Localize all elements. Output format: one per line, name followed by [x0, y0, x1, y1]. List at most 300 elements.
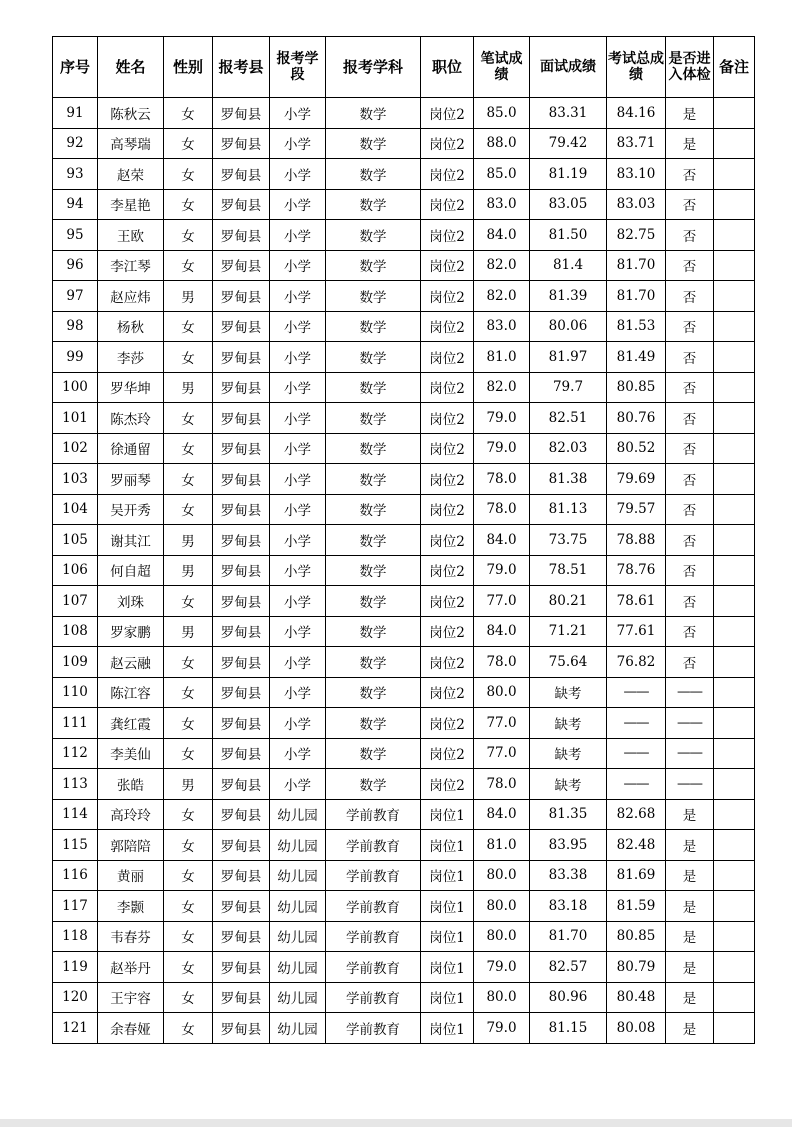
cell-index: 119: [53, 952, 98, 983]
cell-name: 李江琴: [98, 250, 164, 281]
cell-subject: 数学: [326, 738, 421, 769]
cell-gender: 女: [164, 860, 213, 891]
cell-medical-check: ——: [666, 677, 714, 708]
cell-index: 113: [53, 769, 98, 800]
cell-position: 岗位2: [421, 464, 474, 495]
cell-index: 93: [53, 159, 98, 190]
cell-medical-check: 否: [666, 159, 714, 190]
cell-county: 罗甸县: [213, 189, 270, 220]
cell-remarks: [714, 799, 755, 830]
cell-index: 97: [53, 281, 98, 312]
cell-remarks: [714, 1013, 755, 1044]
cell-remarks: [714, 708, 755, 739]
cell-gender: 女: [164, 982, 213, 1013]
cell-name: 李莎: [98, 342, 164, 373]
cell-gender: 女: [164, 708, 213, 739]
cell-medical-check: 是: [666, 98, 714, 129]
cell-stage: 小学: [270, 738, 326, 769]
cell-stage: 小学: [270, 128, 326, 159]
cell-interview-score: 83.31: [530, 98, 607, 129]
cell-written-score: 79.0: [474, 555, 530, 586]
cell-position: 岗位1: [421, 952, 474, 983]
cell-interview-score: 79.42: [530, 128, 607, 159]
cell-gender: 女: [164, 921, 213, 952]
cell-medical-check: 否: [666, 250, 714, 281]
cell-stage: 幼儿园: [270, 891, 326, 922]
cell-remarks: [714, 433, 755, 464]
cell-total-score: 80.85: [607, 372, 666, 403]
cell-county: 罗甸县: [213, 372, 270, 403]
cell-index: 120: [53, 982, 98, 1013]
cell-total-score: 78.61: [607, 586, 666, 617]
cell-position: 岗位2: [421, 677, 474, 708]
cell-interview-score: 83.38: [530, 860, 607, 891]
table-row: [53, 555, 755, 586]
cell-interview-score: 75.64: [530, 647, 607, 678]
header-stage: 报考学段: [270, 37, 326, 98]
cell-county: 罗甸县: [213, 525, 270, 556]
table-row: [53, 952, 755, 983]
cell-medical-check: 否: [666, 342, 714, 373]
cell-total-score: 80.48: [607, 982, 666, 1013]
cell-gender: 女: [164, 464, 213, 495]
header-subject: 报考学科: [326, 37, 421, 98]
header-index: 序号: [53, 37, 98, 98]
cell-remarks: [714, 342, 755, 373]
cell-gender: 男: [164, 769, 213, 800]
cell-interview-score: 缺考: [530, 677, 607, 708]
cell-position: 岗位1: [421, 982, 474, 1013]
cell-medical-check: 是: [666, 799, 714, 830]
cell-written-score: 78.0: [474, 494, 530, 525]
cell-stage: 小学: [270, 586, 326, 617]
cell-interview-score: 81.97: [530, 342, 607, 373]
table-row: [53, 738, 755, 769]
cell-total-score: ——: [607, 769, 666, 800]
cell-total-score: 80.85: [607, 921, 666, 952]
cell-gender: 女: [164, 586, 213, 617]
cell-county: 罗甸县: [213, 128, 270, 159]
cell-gender: 女: [164, 494, 213, 525]
cell-medical-check: 否: [666, 433, 714, 464]
cell-position: 岗位1: [421, 891, 474, 922]
cell-interview-score: 缺考: [530, 738, 607, 769]
cell-stage: 小学: [270, 372, 326, 403]
cell-written-score: 80.0: [474, 677, 530, 708]
cell-written-score: 78.0: [474, 464, 530, 495]
cell-position: 岗位2: [421, 403, 474, 434]
cell-index: 118: [53, 921, 98, 952]
cell-gender: 女: [164, 830, 213, 861]
cell-name: 罗丽琴: [98, 464, 164, 495]
cell-stage: 小学: [270, 189, 326, 220]
cell-total-score: 80.76: [607, 403, 666, 434]
header-position: 职位: [421, 37, 474, 98]
cell-remarks: [714, 525, 755, 556]
cell-gender: 男: [164, 525, 213, 556]
cell-remarks: [714, 372, 755, 403]
cell-interview-score: 81.13: [530, 494, 607, 525]
table-header: [53, 37, 755, 98]
cell-stage: 小学: [270, 433, 326, 464]
cell-gender: 男: [164, 372, 213, 403]
cell-interview-score: 81.4: [530, 250, 607, 281]
cell-subject: 数学: [326, 769, 421, 800]
cell-medical-check: 否: [666, 372, 714, 403]
cell-written-score: 84.0: [474, 616, 530, 647]
cell-interview-score: 83.05: [530, 189, 607, 220]
cell-subject: 学前教育: [326, 891, 421, 922]
cell-county: 罗甸县: [213, 1013, 270, 1044]
cell-medical-check: 否: [666, 403, 714, 434]
header-gender: 性别: [164, 37, 213, 98]
cell-position: 岗位2: [421, 647, 474, 678]
cell-position: 岗位2: [421, 342, 474, 373]
cell-index: 108: [53, 616, 98, 647]
cell-gender: 女: [164, 189, 213, 220]
cell-remarks: [714, 494, 755, 525]
table-row: [53, 98, 755, 129]
cell-name: 李星艳: [98, 189, 164, 220]
cell-written-score: 85.0: [474, 159, 530, 190]
cell-position: 岗位2: [421, 586, 474, 617]
cell-remarks: [714, 159, 755, 190]
cell-subject: 数学: [326, 342, 421, 373]
cell-index: 111: [53, 708, 98, 739]
cell-stage: 小学: [270, 555, 326, 586]
cell-subject: 学前教育: [326, 799, 421, 830]
cell-subject: 学前教育: [326, 860, 421, 891]
cell-name: 余春娅: [98, 1013, 164, 1044]
cell-written-score: 79.0: [474, 433, 530, 464]
cell-interview-score: 73.75: [530, 525, 607, 556]
cell-index: 110: [53, 677, 98, 708]
cell-interview-score: 81.39: [530, 281, 607, 312]
cell-medical-check: 否: [666, 586, 714, 617]
cell-position: 岗位1: [421, 921, 474, 952]
cell-name: 赵云融: [98, 647, 164, 678]
cell-gender: 女: [164, 98, 213, 129]
cell-name: 郭陪陪: [98, 830, 164, 861]
cell-position: 岗位2: [421, 555, 474, 586]
table-body: [53, 98, 755, 1044]
cell-stage: 小学: [270, 159, 326, 190]
cell-gender: 女: [164, 311, 213, 342]
cell-medical-check: 是: [666, 1013, 714, 1044]
cell-interview-score: 80.06: [530, 311, 607, 342]
cell-interview-score: 82.51: [530, 403, 607, 434]
cell-gender: 男: [164, 281, 213, 312]
cell-county: 罗甸县: [213, 952, 270, 983]
cell-index: 103: [53, 464, 98, 495]
table-row: [53, 799, 755, 830]
table-row: [53, 891, 755, 922]
cell-position: 岗位2: [421, 311, 474, 342]
cell-total-score: 83.03: [607, 189, 666, 220]
cell-county: 罗甸县: [213, 738, 270, 769]
header-medical-check: 是否进入体检: [666, 37, 714, 98]
cell-gender: 女: [164, 647, 213, 678]
cell-gender: 男: [164, 616, 213, 647]
cell-written-score: 80.0: [474, 982, 530, 1013]
header-total-score: 考试总成绩: [607, 37, 666, 98]
table-row: [53, 281, 755, 312]
cell-name: 赵举丹: [98, 952, 164, 983]
cell-name: 黄丽: [98, 860, 164, 891]
cell-gender: 女: [164, 738, 213, 769]
header-county: 报考县: [213, 37, 270, 98]
cell-medical-check: 是: [666, 921, 714, 952]
cell-gender: 女: [164, 159, 213, 190]
cell-name: 张皓: [98, 769, 164, 800]
header-row: [53, 37, 755, 98]
cell-gender: 女: [164, 891, 213, 922]
cell-county: 罗甸县: [213, 647, 270, 678]
cell-total-score: 84.16: [607, 98, 666, 129]
cell-subject: 数学: [326, 677, 421, 708]
cell-total-score: 81.70: [607, 250, 666, 281]
cell-medical-check: 否: [666, 464, 714, 495]
table-row: [53, 372, 755, 403]
cell-stage: 小学: [270, 342, 326, 373]
cell-interview-score: 81.19: [530, 159, 607, 190]
cell-name: 陈秋云: [98, 98, 164, 129]
cell-name: 何自超: [98, 555, 164, 586]
cell-interview-score: 83.95: [530, 830, 607, 861]
table-row: [53, 616, 755, 647]
cell-name: 罗家鹏: [98, 616, 164, 647]
cell-gender: 女: [164, 433, 213, 464]
cell-medical-check: ——: [666, 708, 714, 739]
cell-medical-check: 是: [666, 860, 714, 891]
cell-stage: 幼儿园: [270, 921, 326, 952]
cell-total-score: 76.82: [607, 647, 666, 678]
cell-name: 王宇容: [98, 982, 164, 1013]
cell-stage: 小学: [270, 677, 326, 708]
cell-subject: 数学: [326, 189, 421, 220]
table-row: [53, 982, 755, 1013]
cell-index: 115: [53, 830, 98, 861]
cell-remarks: [714, 677, 755, 708]
cell-county: 罗甸县: [213, 494, 270, 525]
table-row: [53, 647, 755, 678]
cell-written-score: 79.0: [474, 403, 530, 434]
cell-written-score: 77.0: [474, 738, 530, 769]
cell-subject: 数学: [326, 250, 421, 281]
cell-index: 94: [53, 189, 98, 220]
cell-written-score: 79.0: [474, 1013, 530, 1044]
cell-interview-score: 81.70: [530, 921, 607, 952]
cell-gender: 女: [164, 250, 213, 281]
cell-name: 罗华坤: [98, 372, 164, 403]
cell-remarks: [714, 921, 755, 952]
cell-remarks: [714, 952, 755, 983]
cell-written-score: 83.0: [474, 311, 530, 342]
cell-interview-score: 81.35: [530, 799, 607, 830]
cell-remarks: [714, 403, 755, 434]
cell-county: 罗甸县: [213, 677, 270, 708]
cell-position: 岗位1: [421, 860, 474, 891]
cell-position: 岗位1: [421, 1013, 474, 1044]
cell-total-score: 83.71: [607, 128, 666, 159]
cell-subject: 数学: [326, 494, 421, 525]
cell-subject: 数学: [326, 647, 421, 678]
cell-total-score: 79.57: [607, 494, 666, 525]
cell-gender: 女: [164, 128, 213, 159]
cell-total-score: 83.10: [607, 159, 666, 190]
cell-county: 罗甸县: [213, 830, 270, 861]
cell-subject: 数学: [326, 98, 421, 129]
cell-interview-score: 81.50: [530, 220, 607, 251]
cell-total-score: 79.69: [607, 464, 666, 495]
cell-county: 罗甸县: [213, 281, 270, 312]
cell-written-score: 77.0: [474, 708, 530, 739]
cell-name: 徐通留: [98, 433, 164, 464]
cell-name: 韦春芬: [98, 921, 164, 952]
cell-subject: 数学: [326, 372, 421, 403]
cell-stage: 小学: [270, 708, 326, 739]
cell-index: 114: [53, 799, 98, 830]
cell-remarks: [714, 982, 755, 1013]
table-row: [53, 860, 755, 891]
cell-county: 罗甸县: [213, 799, 270, 830]
cell-medical-check: 否: [666, 220, 714, 251]
cell-interview-score: 83.18: [530, 891, 607, 922]
cell-medical-check: 是: [666, 952, 714, 983]
cell-index: 95: [53, 220, 98, 251]
table-row: [53, 921, 755, 952]
cell-remarks: [714, 281, 755, 312]
cell-total-score: 81.59: [607, 891, 666, 922]
cell-total-score: 80.52: [607, 433, 666, 464]
cell-stage: 幼儿园: [270, 952, 326, 983]
cell-written-score: 88.0: [474, 128, 530, 159]
cell-gender: 女: [164, 220, 213, 251]
cell-interview-score: 79.7: [530, 372, 607, 403]
cell-subject: 学前教育: [326, 1013, 421, 1044]
cell-written-score: 82.0: [474, 281, 530, 312]
cell-written-score: 80.0: [474, 891, 530, 922]
cell-position: 岗位2: [421, 189, 474, 220]
cell-total-score: 82.48: [607, 830, 666, 861]
cell-index: 92: [53, 128, 98, 159]
cell-subject: 数学: [326, 311, 421, 342]
cell-gender: 女: [164, 403, 213, 434]
cell-index: 121: [53, 1013, 98, 1044]
cell-county: 罗甸县: [213, 891, 270, 922]
cell-medical-check: 否: [666, 647, 714, 678]
cell-position: 岗位2: [421, 250, 474, 281]
cell-total-score: 80.08: [607, 1013, 666, 1044]
cell-name: 谢其江: [98, 525, 164, 556]
table-row: [53, 342, 755, 373]
cell-stage: 小学: [270, 647, 326, 678]
cell-stage: 小学: [270, 403, 326, 434]
cell-subject: 数学: [326, 159, 421, 190]
cell-remarks: [714, 250, 755, 281]
table-row: [53, 189, 755, 220]
cell-interview-score: 81.38: [530, 464, 607, 495]
cell-subject: 数学: [326, 586, 421, 617]
cell-written-score: 80.0: [474, 921, 530, 952]
cell-subject: 数学: [326, 433, 421, 464]
cell-total-score: 82.68: [607, 799, 666, 830]
cell-interview-score: 71.21: [530, 616, 607, 647]
cell-position: 岗位2: [421, 525, 474, 556]
cell-position: 岗位2: [421, 372, 474, 403]
cell-subject: 数学: [326, 616, 421, 647]
cell-name: 刘珠: [98, 586, 164, 617]
cell-name: 吴开秀: [98, 494, 164, 525]
cell-total-score: 81.53: [607, 311, 666, 342]
cell-medical-check: 否: [666, 189, 714, 220]
cell-subject: 学前教育: [326, 921, 421, 952]
cell-interview-score: 80.21: [530, 586, 607, 617]
cell-remarks: [714, 647, 755, 678]
cell-index: 99: [53, 342, 98, 373]
cell-subject: 学前教育: [326, 982, 421, 1013]
cell-medical-check: 否: [666, 525, 714, 556]
cell-subject: 数学: [326, 525, 421, 556]
table-row: [53, 769, 755, 800]
cell-medical-check: 是: [666, 891, 714, 922]
cell-remarks: [714, 128, 755, 159]
cell-total-score: 78.88: [607, 525, 666, 556]
cell-position: 岗位2: [421, 281, 474, 312]
cell-county: 罗甸县: [213, 921, 270, 952]
cell-position: 岗位2: [421, 738, 474, 769]
cell-medical-check: 是: [666, 128, 714, 159]
cell-remarks: [714, 769, 755, 800]
cell-total-score: 81.69: [607, 860, 666, 891]
cell-stage: 幼儿园: [270, 830, 326, 861]
cell-interview-score: 82.03: [530, 433, 607, 464]
cell-name: 高琴瑞: [98, 128, 164, 159]
cell-position: 岗位2: [421, 708, 474, 739]
cell-medical-check: ——: [666, 769, 714, 800]
cell-county: 罗甸县: [213, 586, 270, 617]
cell-county: 罗甸县: [213, 860, 270, 891]
cell-index: 109: [53, 647, 98, 678]
cell-position: 岗位2: [421, 159, 474, 190]
cell-name: 高玲玲: [98, 799, 164, 830]
cell-name: 李颢: [98, 891, 164, 922]
cell-written-score: 80.0: [474, 860, 530, 891]
cell-medical-check: 否: [666, 555, 714, 586]
table-row: [53, 159, 755, 190]
cell-subject: 数学: [326, 403, 421, 434]
cell-county: 罗甸县: [213, 982, 270, 1013]
cell-county: 罗甸县: [213, 98, 270, 129]
cell-stage: 小学: [270, 98, 326, 129]
cell-stage: 幼儿园: [270, 860, 326, 891]
table-row: [53, 220, 755, 251]
cell-remarks: [714, 830, 755, 861]
table-row: [53, 311, 755, 342]
cell-county: 罗甸县: [213, 220, 270, 251]
table-row: [53, 464, 755, 495]
cell-remarks: [714, 311, 755, 342]
cell-written-score: 78.0: [474, 769, 530, 800]
cell-interview-score: 82.57: [530, 952, 607, 983]
cell-written-score: 77.0: [474, 586, 530, 617]
cell-county: 罗甸县: [213, 159, 270, 190]
cell-name: 杨秋: [98, 311, 164, 342]
results-table: [52, 36, 755, 1044]
table-row: [53, 677, 755, 708]
cell-written-score: 84.0: [474, 799, 530, 830]
cell-county: 罗甸县: [213, 403, 270, 434]
